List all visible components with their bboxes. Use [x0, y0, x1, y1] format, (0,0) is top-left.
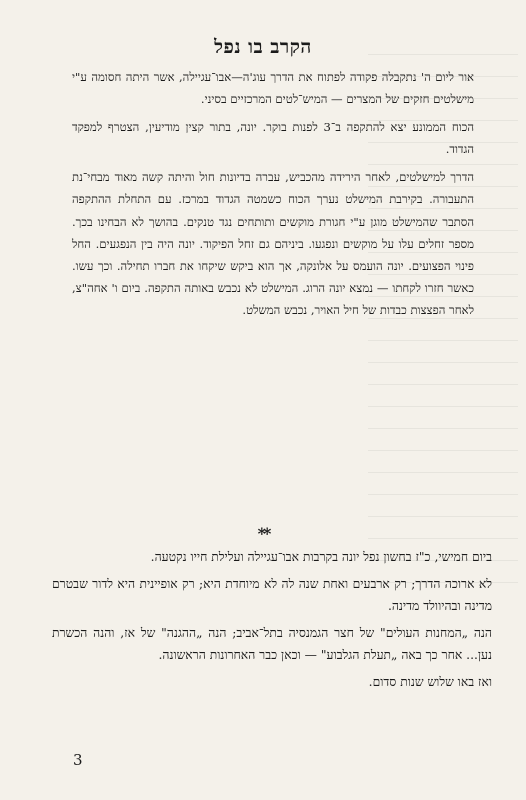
- wide-text-column: [52, 546, 492, 697]
- paragraph: לא ארוכה הדרך; רק ארבעים ואחת שנה לה לא מיוחדת היא; רק אופיינית היא לדור שבטרם מדינה ובהיוולד מדינה.: [52, 576, 492, 613]
- narrow-text-column: [72, 66, 474, 325]
- page-title: הקרב בו נפל: [214, 36, 312, 58]
- section-divider: **: [257, 524, 269, 543]
- page-number: 3: [73, 751, 83, 769]
- paragraph: ביום חמישי, כ"ז בחשון נפל יונה בקרבות אבו־עגיילה ועלילת חייו נקטעה.: [150, 550, 492, 564]
- paragraph: אור ליום ה' נתקבלה פקודה לפתוח את הדרך עוג'ה—אבו־עגיילה, אשר היתה חסומה ע"י מישלטים חזקים של המצרים — המיש־לטים המרכזיים בסיני.: [72, 70, 474, 107]
- paragraph: ואז באו שלוש שנות סדום.: [368, 674, 492, 689]
- paragraph: הנה „המחנות העולים" של חצר הגמנסיה בתל־אביב; הנה „ההגנה" של אז, והנה הכשרת נען... אחר כך באה „תעלת הגלבוע" — וכאן כבר האחרונות הראשונה.: [52, 625, 492, 662]
- paragraph: הדרך למישלטים, לאחר הירידה מהכביש, עברה בדיונות חול והיתה קשה מאוד מבחי־נת התעבורה. בקירבת המישלט נערך הכוח כשמטה הגדוד במרכז. עם התחלת ההתקפה הסתבר שהמישלט מוגן ע"י חגורת מוקשים ותותחים נגד טנקים. בהושך לא הבחינו בכך. מספר זחלים עלו על מוקשים ונפגעו. ביניהם גם זחל הפיקוד. יונה היה בין הנפגעים. החל פינוי הפצועים. יונה הועמס על אלונקה, אך הוא ביקש שיקחו את חברו תחילה. וכך עשו. כאשר חזרו לקחתו — נמצא יונה הרוג. המישלט לא נכבש באותה התקפה. ביום ו' אחה"צ, לאחר הפצצות כבדות של חיל האויר, נכבש המשלט.: [72, 170, 474, 317]
- paragraph: הכוח הממונע יצא להתקפה ב־3 לפנות בוקר. יונה, בתור קצין מודיעין, הצטרף למפקד הגדוד.: [72, 120, 474, 157]
